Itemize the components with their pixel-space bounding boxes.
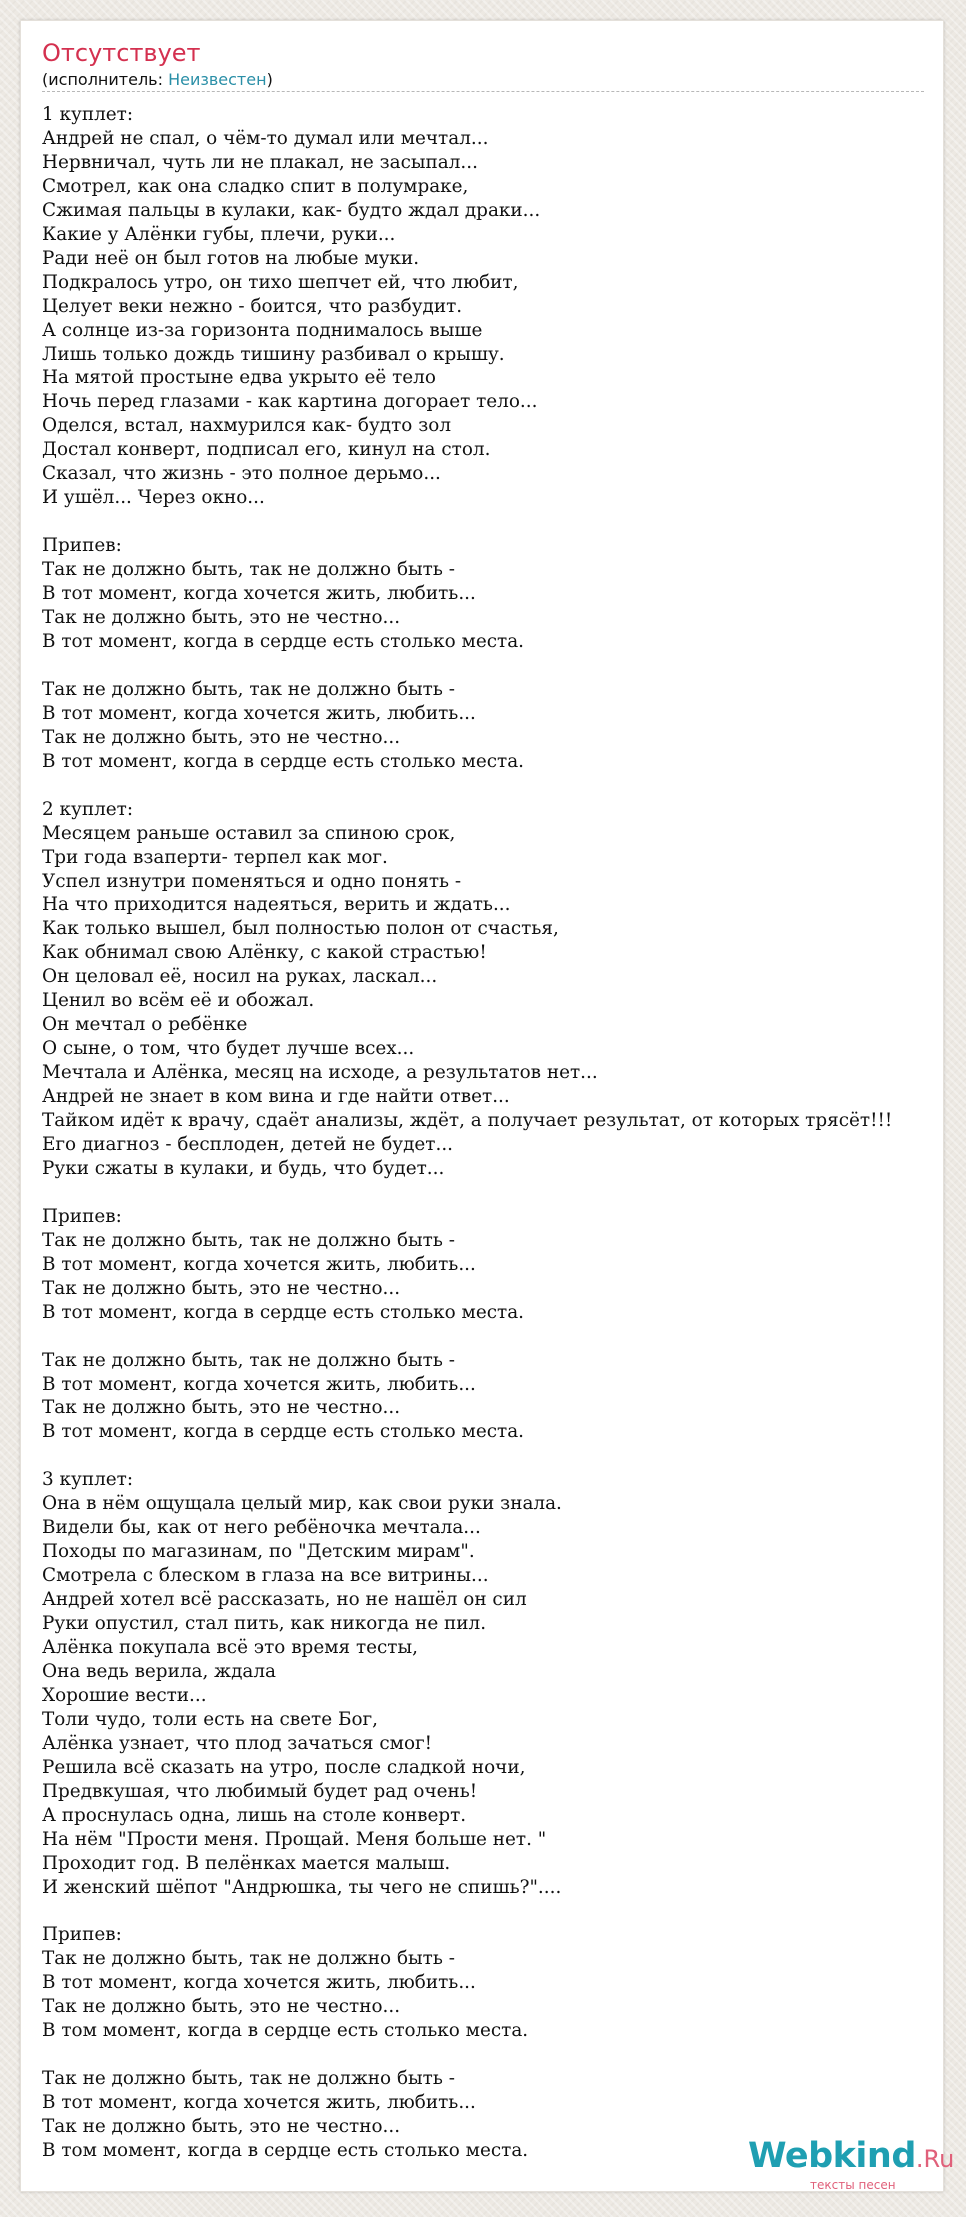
lyric-line: Так не должно быть, это не честно...	[42, 1277, 401, 1299]
lyric-line: Целует веки нежно - боится, что разбудит.	[42, 295, 463, 317]
lyric-line: Так не должно быть, это не честно...	[42, 726, 401, 748]
site-logo[interactable]	[748, 2136, 955, 2192]
lyric-line: Хорошие вести...	[42, 1684, 207, 1706]
lyric-line: Ночь перед глазами - как картина догорает тело...	[42, 391, 538, 413]
lyric-line: Смотрела с блеском в глаза на все витрины...	[42, 1565, 489, 1587]
lyric-line: В тот момент, когда хочется жить, любить...	[42, 1972, 476, 1994]
song-title: Отсутствует	[42, 39, 201, 67]
lyric-line: Ради неё он был готов на любые муки.	[42, 247, 420, 269]
lyric-line	[42, 1325, 892, 1349]
lyric-line: Нервничал, чуть ли не плакал, не засыпал...	[42, 151, 478, 173]
lyric-line: Руки опустил, стал пить, как никогда не пил.	[42, 1613, 487, 1635]
lyric-line: На что приходится надеяться, верить и ждать...	[42, 894, 511, 916]
lyric-line	[42, 774, 892, 798]
lyric-line: Как только вышел, был полностью полон от счастья,	[42, 918, 559, 940]
lyric-line: На мятой простыне едва укрыто её тело	[42, 367, 436, 389]
lyric-line: И ушёл... Через окно...	[42, 487, 265, 509]
lyric-line: В тот момент, когда в сердце есть столько места.	[42, 750, 525, 772]
lyric-line: Месяцем раньше оставил за спиною срок,	[42, 822, 456, 844]
lyric-line: О сыне, о том, что будет лучше всех...	[42, 1038, 415, 1060]
lyric-line: Она ведь верила, ждала	[42, 1660, 277, 1682]
lyric-line: В том момент, когда в сердце есть столько места.	[42, 2020, 529, 2042]
artist-suffix: )	[266, 70, 273, 89]
lyric-line: Она в нём ощущала целый мир, как свои руки знала.	[42, 1493, 562, 1515]
lyric-line: Так не должно быть, так не должно быть -	[42, 559, 455, 581]
lyric-line: Толи чудо, толи есть на свете Бог,	[42, 1708, 379, 1730]
lyric-line: Андрей не спал, о чём-то думал или мечтал...	[42, 127, 489, 149]
lyrics-text	[42, 103, 892, 2163]
lyric-line: Так не должно быть, так не должно быть -	[42, 678, 455, 700]
lyric-line: В тот момент, когда в сердце есть столько места.	[42, 1421, 525, 1443]
lyric-line: А солнце из-за горизонта поднималось выше	[42, 319, 483, 341]
lyric-line: Смотрел, как она сладко спит в полумраке,	[42, 175, 469, 197]
logo-tld: .Ru	[915, 2145, 955, 2173]
lyric-line: На нём "Прости меня. Прощай. Меня больше нет. "	[42, 1828, 547, 1850]
lyric-line	[42, 2043, 892, 2067]
lyric-line: Так не должно быть, так не должно быть -	[42, 1948, 455, 1970]
lyric-line: Успел изнутри поменяться и одно понять -	[42, 870, 462, 892]
lyric-line: Достал конверт, подписал его, кинул на стол.	[42, 439, 491, 461]
lyric-line: В тот момент, когда хочется жить, любить...	[42, 1253, 476, 1275]
lyric-line: Он мечтал о ребёнке	[42, 1014, 248, 1036]
logo-tagline: тексты песен	[810, 2178, 896, 2192]
lyric-line: Видели бы, как от него ребёночка мечтала...	[42, 1517, 481, 1539]
lyric-line: В тот момент, когда в сердце есть столько места.	[42, 1301, 525, 1323]
lyric-line: Сжимая пальцы в кулаки, как- будто ждал драки...	[42, 199, 541, 221]
lyric-line: Андрей хотел всё рассказать, но не нашёл он сил	[42, 1589, 527, 1611]
logo-brand: Webkind	[748, 2136, 916, 2176]
lyric-line: 2 куплет:	[42, 798, 134, 820]
lyric-line: 1 куплет:	[42, 104, 134, 125]
lyric-line: Походы по магазинам, по "Детским мирам".	[42, 1541, 475, 1563]
lyric-line: Мечтала и Алёнка, месяц на исходе, а результатов нет...	[42, 1062, 598, 1084]
lyric-line: А проснулась одна, лишь на столе конверт.	[42, 1804, 467, 1826]
lyric-line	[42, 654, 892, 678]
lyric-line: В тот момент, когда хочется жить, любить...	[42, 1373, 476, 1395]
lyric-line: Предвкушая, что любимый будет рад очень!	[42, 1780, 478, 1802]
lyric-line: В тот момент, когда хочется жить, любить...	[42, 2092, 476, 2114]
artist-prefix: (исполнитель:	[42, 70, 169, 89]
lyric-line: В тот момент, когда в сердце есть столько места.	[42, 630, 525, 652]
lyric-line	[42, 1444, 892, 1468]
lyrics-card	[20, 20, 955, 2192]
lyric-line: Припев:	[42, 535, 122, 557]
lyric-line	[42, 510, 892, 534]
lyric-line: Так не должно быть, так не должно быть -	[42, 2068, 455, 2090]
lyric-line: Сказал, что жизнь - это полное дерьмо...	[42, 463, 441, 485]
lyric-line: Лишь только дождь тишину разбивал о крышу.	[42, 343, 505, 365]
lyric-line: Его диагноз - бесплоден, детей не будет...	[42, 1133, 454, 1155]
lyric-line: Оделся, встал, нахмурился как- будто зол	[42, 415, 452, 437]
lyric-line: 3 куплет:	[42, 1469, 134, 1491]
lyric-line: Припев:	[42, 1924, 122, 1946]
lyric-line: Припев:	[42, 1205, 122, 1227]
artist-line	[42, 70, 273, 90]
lyric-line	[42, 1181, 892, 1205]
lyric-line: Алёнка покупала всё это время тесты,	[42, 1637, 418, 1658]
lyric-line: Андрей не знает в ком вина и где найти ответ...	[42, 1086, 510, 1108]
lyric-line: Так не должно быть, так не должно быть -	[42, 1349, 455, 1371]
lyric-line: В том момент, когда в сердце есть столько места.	[42, 2140, 529, 2162]
artist-link[interactable]: Неизвестен	[168, 70, 267, 89]
lyric-line: И женский шёпот "Андрюшка, ты чего не спишь?"....	[42, 1876, 562, 1898]
lyric-line: Алёнка узнает, что плод зачаться смог!	[42, 1732, 433, 1754]
lyric-line: Проходит год. В пелёнках мается малыш.	[42, 1852, 451, 1874]
lyric-line: Решила всё сказать на утро, после сладкой ночи,	[42, 1756, 526, 1778]
lyric-line: Руки сжаты в кулаки, и будь, что будет...	[42, 1157, 445, 1179]
lyric-line: Подкралось утро, он тихо шепчет ей, что любит,	[42, 271, 519, 293]
lyric-line: В тот момент, когда хочется жить, любить...	[42, 702, 476, 724]
lyric-line	[42, 1899, 892, 1923]
lyric-line: Три года взаперти- терпел как мог.	[42, 846, 388, 868]
lyric-line: Так не должно быть, это не честно...	[42, 1397, 401, 1419]
lyric-line: Тайком идёт к врачу, сдаёт анализы, ждёт, а получает результат, от которых трясёт!!!	[42, 1110, 893, 1132]
lyric-line: Так не должно быть, это не честно...	[42, 607, 401, 629]
lyric-line: Так не должно быть, это не честно...	[42, 1996, 401, 2018]
lyric-line: Он целовал её, носил на руках, ласкал...	[42, 966, 438, 988]
lyric-line: В тот момент, когда хочется жить, любить...	[42, 583, 476, 605]
divider	[42, 91, 924, 92]
lyric-line: Так не должно быть, это не честно...	[42, 2116, 401, 2138]
lyric-line: Как обнимал свою Алёнку, с какой страстью!	[42, 942, 487, 964]
lyric-line: Так не должно быть, так не должно быть -	[42, 1229, 455, 1251]
lyric-line: Ценил во всём её и обожал.	[42, 990, 315, 1012]
lyric-line: Какие у Алёнки губы, плечи, руки...	[42, 223, 396, 245]
